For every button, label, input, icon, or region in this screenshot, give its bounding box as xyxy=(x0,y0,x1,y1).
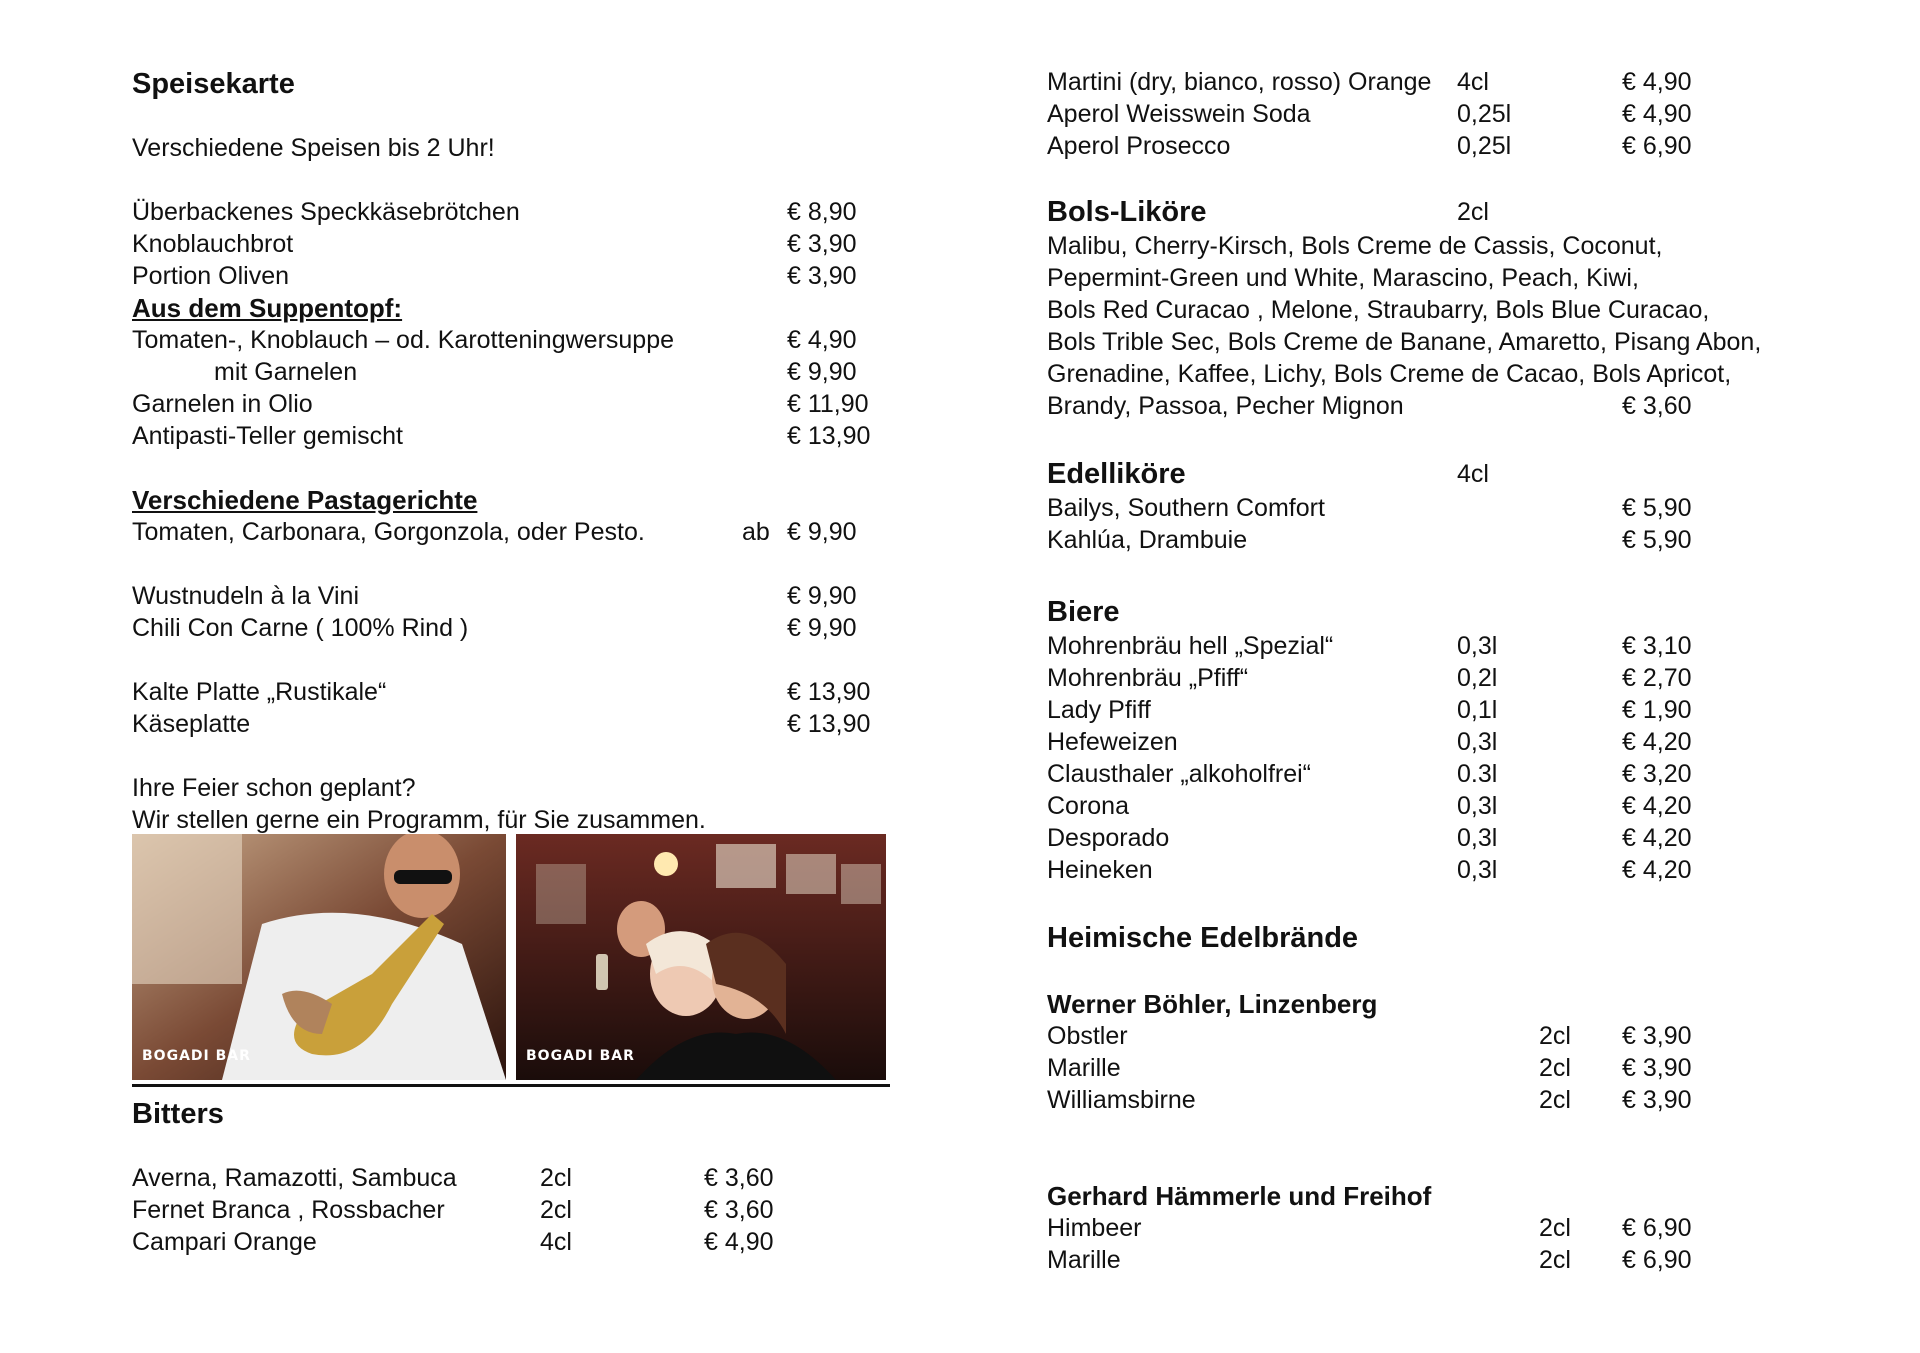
drink-size: 2cl xyxy=(1539,1054,1571,1082)
drink-size: 2cl xyxy=(540,1164,572,1192)
item-name: Käseplatte xyxy=(132,710,251,738)
drink-price: € 4,20 xyxy=(1622,856,1692,884)
drink-name: Fernet Branca , Rossbacher xyxy=(132,1196,445,1224)
drink-price: € 4,90 xyxy=(704,1228,774,1256)
item-price: € 4,90 xyxy=(787,326,857,354)
drink-size: 4cl xyxy=(1457,68,1489,96)
bols-line: Bols Trible Sec, Bols Creme de Banane, Amaretto, Pisang Abon, xyxy=(1047,328,1762,356)
bols-price: € 3,60 xyxy=(1622,392,1692,420)
drink-price: € 6,90 xyxy=(1622,1214,1692,1242)
item-name: Tomaten, Carbonara, Gorgonzola, oder Pesto. xyxy=(132,518,645,546)
drink-price: € 6,90 xyxy=(1622,132,1692,160)
drink-name: Williamsbirne xyxy=(1047,1086,1196,1114)
drink-name: Kahlúa, Drambuie xyxy=(1047,526,1248,554)
item-price: € 13,90 xyxy=(787,678,871,706)
drink-name: Campari Orange xyxy=(132,1228,317,1256)
item-name: Tomaten-, Knoblauch – od. Karotteningwersuppe xyxy=(132,326,675,354)
drink-price: € 6,90 xyxy=(1622,1246,1692,1274)
drink-size: 0,2l xyxy=(1457,664,1498,692)
bols-heading: Bols-Liköre xyxy=(1047,196,1207,228)
menu-title: Speisekarte xyxy=(132,68,295,100)
drink-price: € 4,90 xyxy=(1622,68,1692,96)
party-line: Ihre Feier schon geplant? xyxy=(132,774,416,802)
producer-heading: Werner Böhler, Linzenberg xyxy=(1047,989,1378,1019)
soup-heading: Aus dem Suppentopf: xyxy=(132,293,403,323)
drink-price: € 3,60 xyxy=(704,1164,774,1192)
item-price: € 3,90 xyxy=(787,262,857,290)
drink-size: 0,25l xyxy=(1457,100,1512,128)
drink-price: € 5,90 xyxy=(1622,494,1692,522)
drink-name: Mohrenbräu „Pfiff“ xyxy=(1047,664,1249,692)
drink-price: € 1,90 xyxy=(1622,696,1692,724)
brandy-heading: Heimische Edelbrände xyxy=(1047,922,1359,954)
drink-size: 2cl xyxy=(1539,1022,1571,1050)
saxophone-player-photo xyxy=(132,834,506,1080)
drink-name: Martini (dry, bianco, rosso) Orange xyxy=(1047,68,1432,96)
item-name: Knoblauchbrot xyxy=(132,230,294,258)
drink-price: € 4,20 xyxy=(1622,728,1692,756)
drink-size: 2cl xyxy=(1539,1214,1571,1242)
drink-size: 0.3l xyxy=(1457,760,1498,788)
drink-price: € 3,90 xyxy=(1622,1022,1692,1050)
drink-size: 0,3l xyxy=(1457,856,1498,884)
drink-name: Heineken xyxy=(1047,856,1153,884)
producer-heading: Gerhard Hämmerle und Freihof xyxy=(1047,1181,1432,1211)
item-price: € 9,90 xyxy=(787,614,857,642)
party-line: Wir stellen gerne ein Programm, für Sie zusammen. xyxy=(132,806,706,834)
bar-logo: BOGADI BAR xyxy=(142,1048,251,1064)
pasta-heading: Verschiedene Pastagerichte xyxy=(132,485,478,515)
drink-price: € 3,10 xyxy=(1622,632,1692,660)
item-price: € 3,90 xyxy=(787,230,857,258)
drink-size: 2cl xyxy=(1539,1246,1571,1274)
drink-name: Marille xyxy=(1047,1054,1121,1082)
item-name: mit Garnelen xyxy=(214,358,358,386)
item-name: Überbackenes Speckkäsebrötchen xyxy=(132,198,520,226)
bols-line: Pepermint-Green und White, Marascino, Peach, Kiwi, xyxy=(1047,264,1639,292)
item-price: € 9,90 xyxy=(787,582,857,610)
drink-size: 0,1l xyxy=(1457,696,1498,724)
drink-name: Obstler xyxy=(1047,1022,1128,1050)
drink-price: € 4,20 xyxy=(1622,824,1692,852)
item-name: Chili Con Carne ( 100% Rind ) xyxy=(132,614,469,642)
drink-size: 0,25l xyxy=(1457,132,1512,160)
drink-price: € 4,90 xyxy=(1622,100,1692,128)
item-name: Antipasti-Teller gemischt xyxy=(132,422,403,450)
drink-size: 0,3l xyxy=(1457,728,1498,756)
edel-heading: Edelliköre xyxy=(1047,458,1186,490)
bols-line: Brandy, Passoa, Pecher Mignon xyxy=(1047,392,1404,420)
drink-name: Aperol Weisswein Soda xyxy=(1047,100,1311,128)
bols-line: Grenadine, Kaffee, Lichy, Bols Creme de Cacao, Bols Apricot, xyxy=(1047,360,1732,388)
drink-name: Aperol Prosecco xyxy=(1047,132,1231,160)
drink-name: Mohrenbräu hell „Spezial“ xyxy=(1047,632,1334,660)
drink-name: Lady Pfiff xyxy=(1047,696,1151,724)
drink-name: Himbeer xyxy=(1047,1214,1142,1242)
drink-name: Clausthaler „alkoholfrei“ xyxy=(1047,760,1312,788)
bar-logo: BOGADI BAR xyxy=(526,1048,635,1064)
item-price: € 13,90 xyxy=(787,710,871,738)
drink-price: € 4,20 xyxy=(1622,792,1692,820)
drink-size: 0,3l xyxy=(1457,632,1498,660)
drink-size: 4cl xyxy=(540,1228,572,1256)
drink-size: 2cl xyxy=(540,1196,572,1224)
drink-name: Averna, Ramazotti, Sambuca xyxy=(132,1164,457,1192)
drink-price: € 3,90 xyxy=(1622,1054,1692,1082)
edel-size: 4cl xyxy=(1457,460,1489,488)
drink-name: Hefeweizen xyxy=(1047,728,1178,756)
drink-size: 2cl xyxy=(1539,1086,1571,1114)
item-name: Garnelen in Olio xyxy=(132,390,313,418)
item-price: € 9,90 xyxy=(787,518,857,546)
item-name: Kalte Platte „Rustikale“ xyxy=(132,678,387,706)
drink-size: 0,3l xyxy=(1457,824,1498,852)
drink-name: Desporado xyxy=(1047,824,1170,852)
bols-size: 2cl xyxy=(1457,198,1489,226)
item-price: € 13,90 xyxy=(787,422,871,450)
drink-price: € 3,60 xyxy=(704,1196,774,1224)
drink-price: € 2,70 xyxy=(1622,664,1692,692)
party-guests-photo xyxy=(516,834,886,1080)
item-price: € 9,90 xyxy=(787,358,857,386)
item-price: € 11,90 xyxy=(787,390,869,418)
drink-name: Marille xyxy=(1047,1246,1121,1274)
drink-price: € 3,20 xyxy=(1622,760,1692,788)
bitters-heading: Bitters xyxy=(132,1098,224,1130)
item-name: Wustnudeln à la Vini xyxy=(132,582,360,610)
item-name: Portion Oliven xyxy=(132,262,290,290)
drink-name: Bailys, Southern Comfort xyxy=(1047,494,1325,522)
bols-line: Malibu, Cherry-Kirsch, Bols Creme de Cassis, Coconut, xyxy=(1047,232,1663,260)
drink-size: 0,3l xyxy=(1457,792,1498,820)
drink-price: € 3,90 xyxy=(1622,1086,1692,1114)
intro-text: Verschiedene Speisen bis 2 Uhr! xyxy=(132,134,495,162)
drink-price: € 5,90 xyxy=(1622,526,1692,554)
item-price: € 8,90 xyxy=(787,198,857,226)
beer-heading: Biere xyxy=(1047,596,1120,628)
section-divider xyxy=(132,1084,890,1087)
item-price-prefix: ab xyxy=(742,518,770,546)
bols-line: Bols Red Curacao , Melone, Straubarry, Bols Blue Curacao, xyxy=(1047,296,1710,324)
drink-name: Corona xyxy=(1047,792,1129,820)
